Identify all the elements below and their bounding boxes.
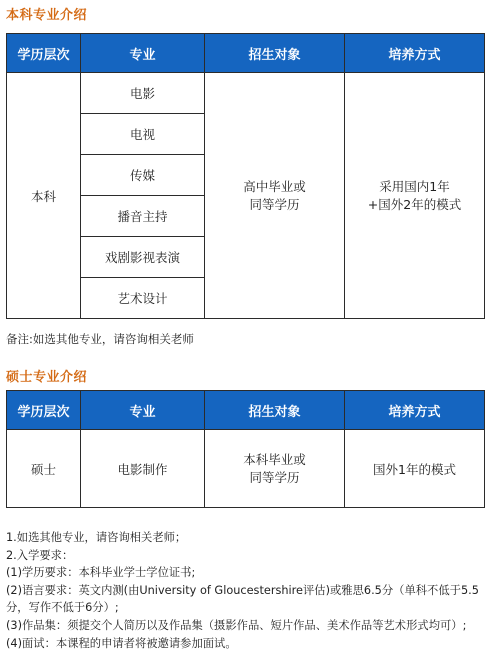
requirement-item: (3)作品集：须提交个人简历以及作品集（摄影作品、短片作品、美术作品等艺术形式均可）; [6,618,467,632]
mode-cell: 国外1年的模式 [345,430,485,508]
requirement-item: (4)面试：本课程的申请者将被邀请参加面试。 [6,636,237,650]
requirement-item: (2)语言要求：英文内测(由University of Gloucestershire评估)或雅思6.5分（单科不低于5.5分，写作不低于6分）; [6,583,479,615]
major-cell: 戏剧影视表演 [81,237,205,278]
header-level: 学历层次 [7,391,81,430]
target-line: 高中毕业或 [243,178,306,194]
header-target: 招生对象 [205,34,345,73]
header-target: 招生对象 [205,391,345,430]
header-major: 专业 [81,34,205,73]
table-row [7,73,485,114]
section-title-master: 硕士专业介绍 [6,370,88,385]
mode-cell [345,73,485,319]
table-header-row [7,391,485,430]
header-major: 专业 [81,391,205,430]
major-cell: 电视 [81,114,205,155]
level-cell: 本科 [7,73,81,319]
target-cell [205,73,345,319]
undergraduate-note: 备注:如选其他专业，请咨询相关老师 [6,332,194,346]
requirements-list [6,529,488,652]
major-cell: 电影制作 [81,430,205,508]
major-cell: 传媒 [81,155,205,196]
undergraduate-table [6,33,485,319]
requirement-item: (1)学历要求：本科毕业学士学位证书; [6,566,196,580]
section-title-undergraduate: 本科专业介绍 [6,8,88,23]
target-line: 同等学历 [249,469,300,485]
header-level: 学历层次 [7,34,81,73]
mode-line: 采用国内1年 [379,178,450,194]
major-cell: 播音主持 [81,196,205,237]
major-cell: 电影 [81,73,205,114]
header-mode: 培养方式 [345,391,485,430]
major-cell: 艺术设计 [81,278,205,319]
table-row [7,430,485,508]
target-line: 同等学历 [249,196,300,212]
requirement-item: 2.入学要求： [6,548,74,562]
mode-line: +国外2年的模式 [367,196,462,212]
level-cell: 硕士 [7,430,81,508]
header-mode: 培养方式 [345,34,485,73]
table-header-row [7,34,485,73]
target-line: 本科毕业或 [243,451,306,467]
master-table [6,390,485,508]
requirement-item: 1.如选其他专业，请咨询相关老师； [6,531,187,544]
target-cell [205,430,345,508]
